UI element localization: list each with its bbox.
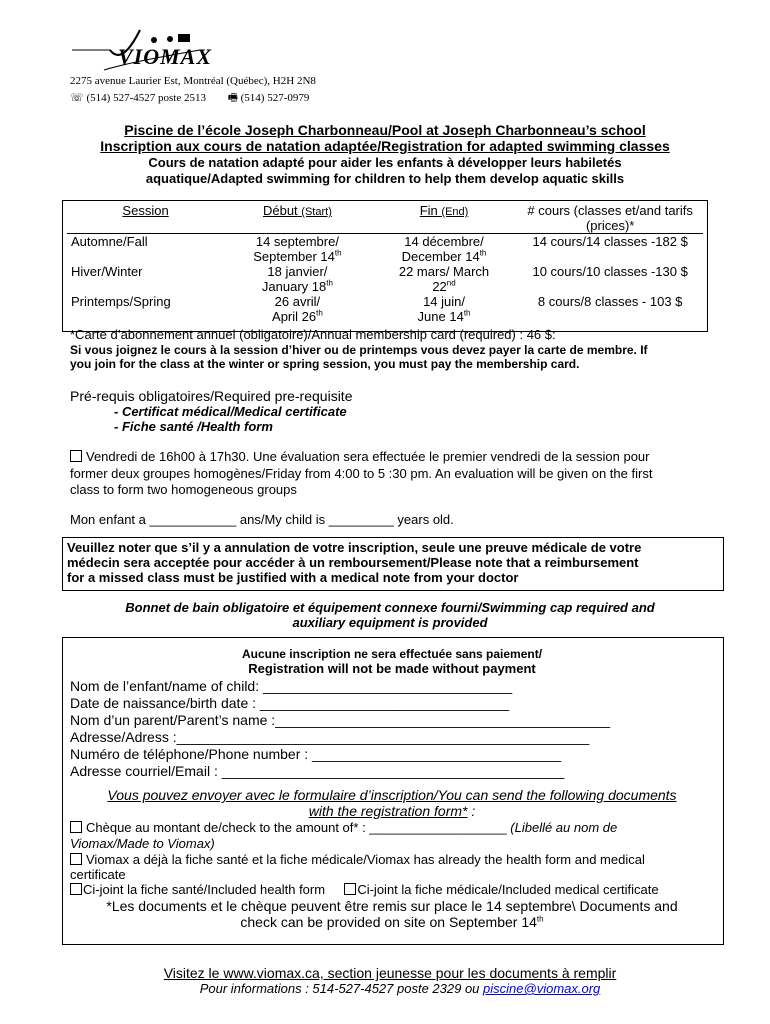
table-row bbox=[67, 264, 703, 294]
cell-end: 14 décembre/ December 14th bbox=[401, 234, 487, 264]
email-field[interactable]: Adresse courriel/Email : ____________________________________________ bbox=[70, 763, 565, 779]
send-docs-2: with the registration form* : bbox=[308, 803, 476, 819]
prereq-medical: - Certificat médical/Medical certificate bbox=[114, 404, 347, 419]
cell-start: 18 janvier/ January 18th bbox=[261, 264, 333, 294]
cheque-line-2: Viomax/Made to Viomax) bbox=[70, 836, 215, 851]
table-row bbox=[67, 234, 703, 265]
table-header-row bbox=[67, 203, 703, 234]
info-line: Pour informations : 514-527-4527 poste 2329 ou piscine@viomax.org bbox=[199, 981, 601, 996]
cell-session: Printemps/Spring bbox=[71, 294, 171, 309]
no-payment-1: Aucune inscription ne sera effectuée sans paiement/ bbox=[241, 647, 543, 661]
cell-courses: 10 cours/10 classes -130 $ bbox=[532, 264, 688, 279]
visit-website-link[interactable]: Visitez le www.viomax.ca, section jeunesse pour les documents à remplir bbox=[163, 965, 617, 981]
subtitle-1: Cours de natation adapté pour aider les enfants à développer leurs habiletés bbox=[148, 155, 622, 170]
included-medical-checkbox[interactable] bbox=[344, 883, 356, 895]
address-line: 2275 avenue Laurier Est, Montréal (Québec), H2H 2N8 bbox=[70, 75, 316, 87]
email-link[interactable]: piscine@viomax.org bbox=[483, 981, 601, 996]
child-age-field[interactable]: Mon enfant a ____________ ans/My child is _________ years old. bbox=[70, 512, 454, 527]
cell-end: 14 juin/ June 14th bbox=[417, 294, 471, 324]
parent-name-field[interactable]: Nom d’un parent/Parent’s name :___________________________________________ bbox=[70, 712, 610, 728]
birth-date-field[interactable]: Date de naissance/birth date : ________________________________ bbox=[70, 695, 510, 711]
cell-session: Hiver/Winter bbox=[71, 264, 143, 279]
table-row bbox=[67, 294, 703, 324]
cell-courses: 8 cours/8 classes - 103 $ bbox=[537, 294, 683, 309]
address-field[interactable]: Adresse/Adress :_____________________________________________________ bbox=[70, 729, 590, 745]
cell-start: 26 avril/ April 26th bbox=[272, 294, 323, 324]
cap-line-1: Bonnet de bain obligatoire et équipement connexe fourni/Swimming cap required and bbox=[125, 600, 655, 615]
membership-note-1: Si vous joignez le cours à la session d’hiver ou de printemps vous devez payer la carte de membre. If bbox=[70, 343, 648, 357]
friday-line-1: Vendredi de 16h00 à 17h30. Une évaluation sera effectuée le premier vendredi de la session pour bbox=[70, 449, 649, 464]
contact-line bbox=[70, 89, 309, 108]
title-registration: Inscription aux cours de natation adaptée/Registration for adapted swimming classes bbox=[100, 138, 670, 154]
friday-line-2: former deux groupes homogènes/Friday from 4:00 to 5 :30 pm. An evaluation will be given on the first bbox=[70, 466, 653, 481]
no-payment-2: Registration will not be made without payment bbox=[248, 661, 536, 676]
viomax-has-checkbox[interactable] bbox=[70, 853, 82, 865]
cell-end: 22 mars/ March 22nd bbox=[398, 264, 490, 294]
schedule-table bbox=[62, 200, 708, 332]
send-docs-1: Vous pouvez envoyer avec le formulaire d’inscription/You can send the following documents bbox=[107, 787, 677, 803]
viomax-has-line-2: certificate bbox=[70, 867, 126, 882]
viomax-has-line: Viomax a déjà la fiche santé et la fiche médicale/Viomax has already the health form and medical bbox=[70, 852, 645, 867]
friday-line-3: class to form two homogeneous groups bbox=[70, 482, 297, 497]
child-name-field[interactable]: Nom de l’enfant/name of child: ________________________________ bbox=[70, 678, 513, 694]
membership-note-2: you join for the class at the winter or spring session, you must pay the membership card. bbox=[70, 357, 580, 371]
fax-number: (514) 527-0979 bbox=[240, 92, 310, 104]
prereq-title: Pré-requis obligatoires/Required pre-requisite bbox=[70, 388, 353, 404]
friday-checkbox[interactable] bbox=[70, 450, 82, 462]
logo-text: VIOMAX bbox=[118, 44, 213, 69]
cancellation-notice: Veuillez noter que s’il y a annulation de votre inscription, seule une preuve médicale de votre médecin sera acceptée pour accéder à un remboursement/Please note that a reimbursement for a missed class must be justified with a medical note from your doctor bbox=[62, 537, 724, 591]
phone-field[interactable]: Numéro de téléphone/Phone number : ________________________________ bbox=[70, 746, 562, 762]
col-end: Fin (End) bbox=[419, 203, 469, 218]
subtitle-2: aquatique/Adapted swimming for children to help them develop aquatic skills bbox=[145, 171, 625, 186]
onsite-1: *Les documents et le chèque peuvent être remis sur place le 14 septembre\ Documents and bbox=[106, 898, 678, 914]
cap-line-2: auxiliary equipment is provided bbox=[292, 615, 488, 630]
fax-icon: 🖷 bbox=[227, 92, 238, 104]
col-start: Début (Start) bbox=[262, 203, 332, 218]
phone-icon: ☏ bbox=[70, 92, 84, 104]
prereq-health: - Fiche santé /Health form bbox=[114, 419, 273, 434]
cheque-line: Chèque au montant de/check to the amount of* : ___________________ (Libellé au nom de bbox=[70, 820, 617, 835]
phone-number: (514) 527-4527 poste 2513 bbox=[86, 92, 206, 104]
cell-start: 14 septembre/ September 14th bbox=[253, 234, 342, 264]
cell-courses: 14 cours/14 classes -182 $ bbox=[532, 234, 688, 249]
included-health-checkbox[interactable] bbox=[70, 883, 82, 895]
included-line: Ci-joint la fiche santé/Included health form Ci-joint la fiche médicale/Included medical certificate bbox=[70, 882, 659, 897]
onsite-2: check can be provided on site on September 14th bbox=[240, 914, 544, 930]
col-session: Session bbox=[122, 203, 169, 218]
col-courses: # cours (classes et/and tarifs (prices)* bbox=[527, 203, 693, 233]
membership-line: *Carte d’abonnement annuel (obligatoire)/Annual membership card (required) : 46 $: bbox=[70, 327, 556, 342]
cheque-checkbox[interactable] bbox=[70, 821, 82, 833]
cell-session: Automne/Fall bbox=[71, 234, 148, 249]
title-pool: Piscine de l’école Joseph Charbonneau/Pool at Joseph Charbonneau’s school bbox=[124, 122, 646, 138]
logo bbox=[70, 22, 213, 72]
